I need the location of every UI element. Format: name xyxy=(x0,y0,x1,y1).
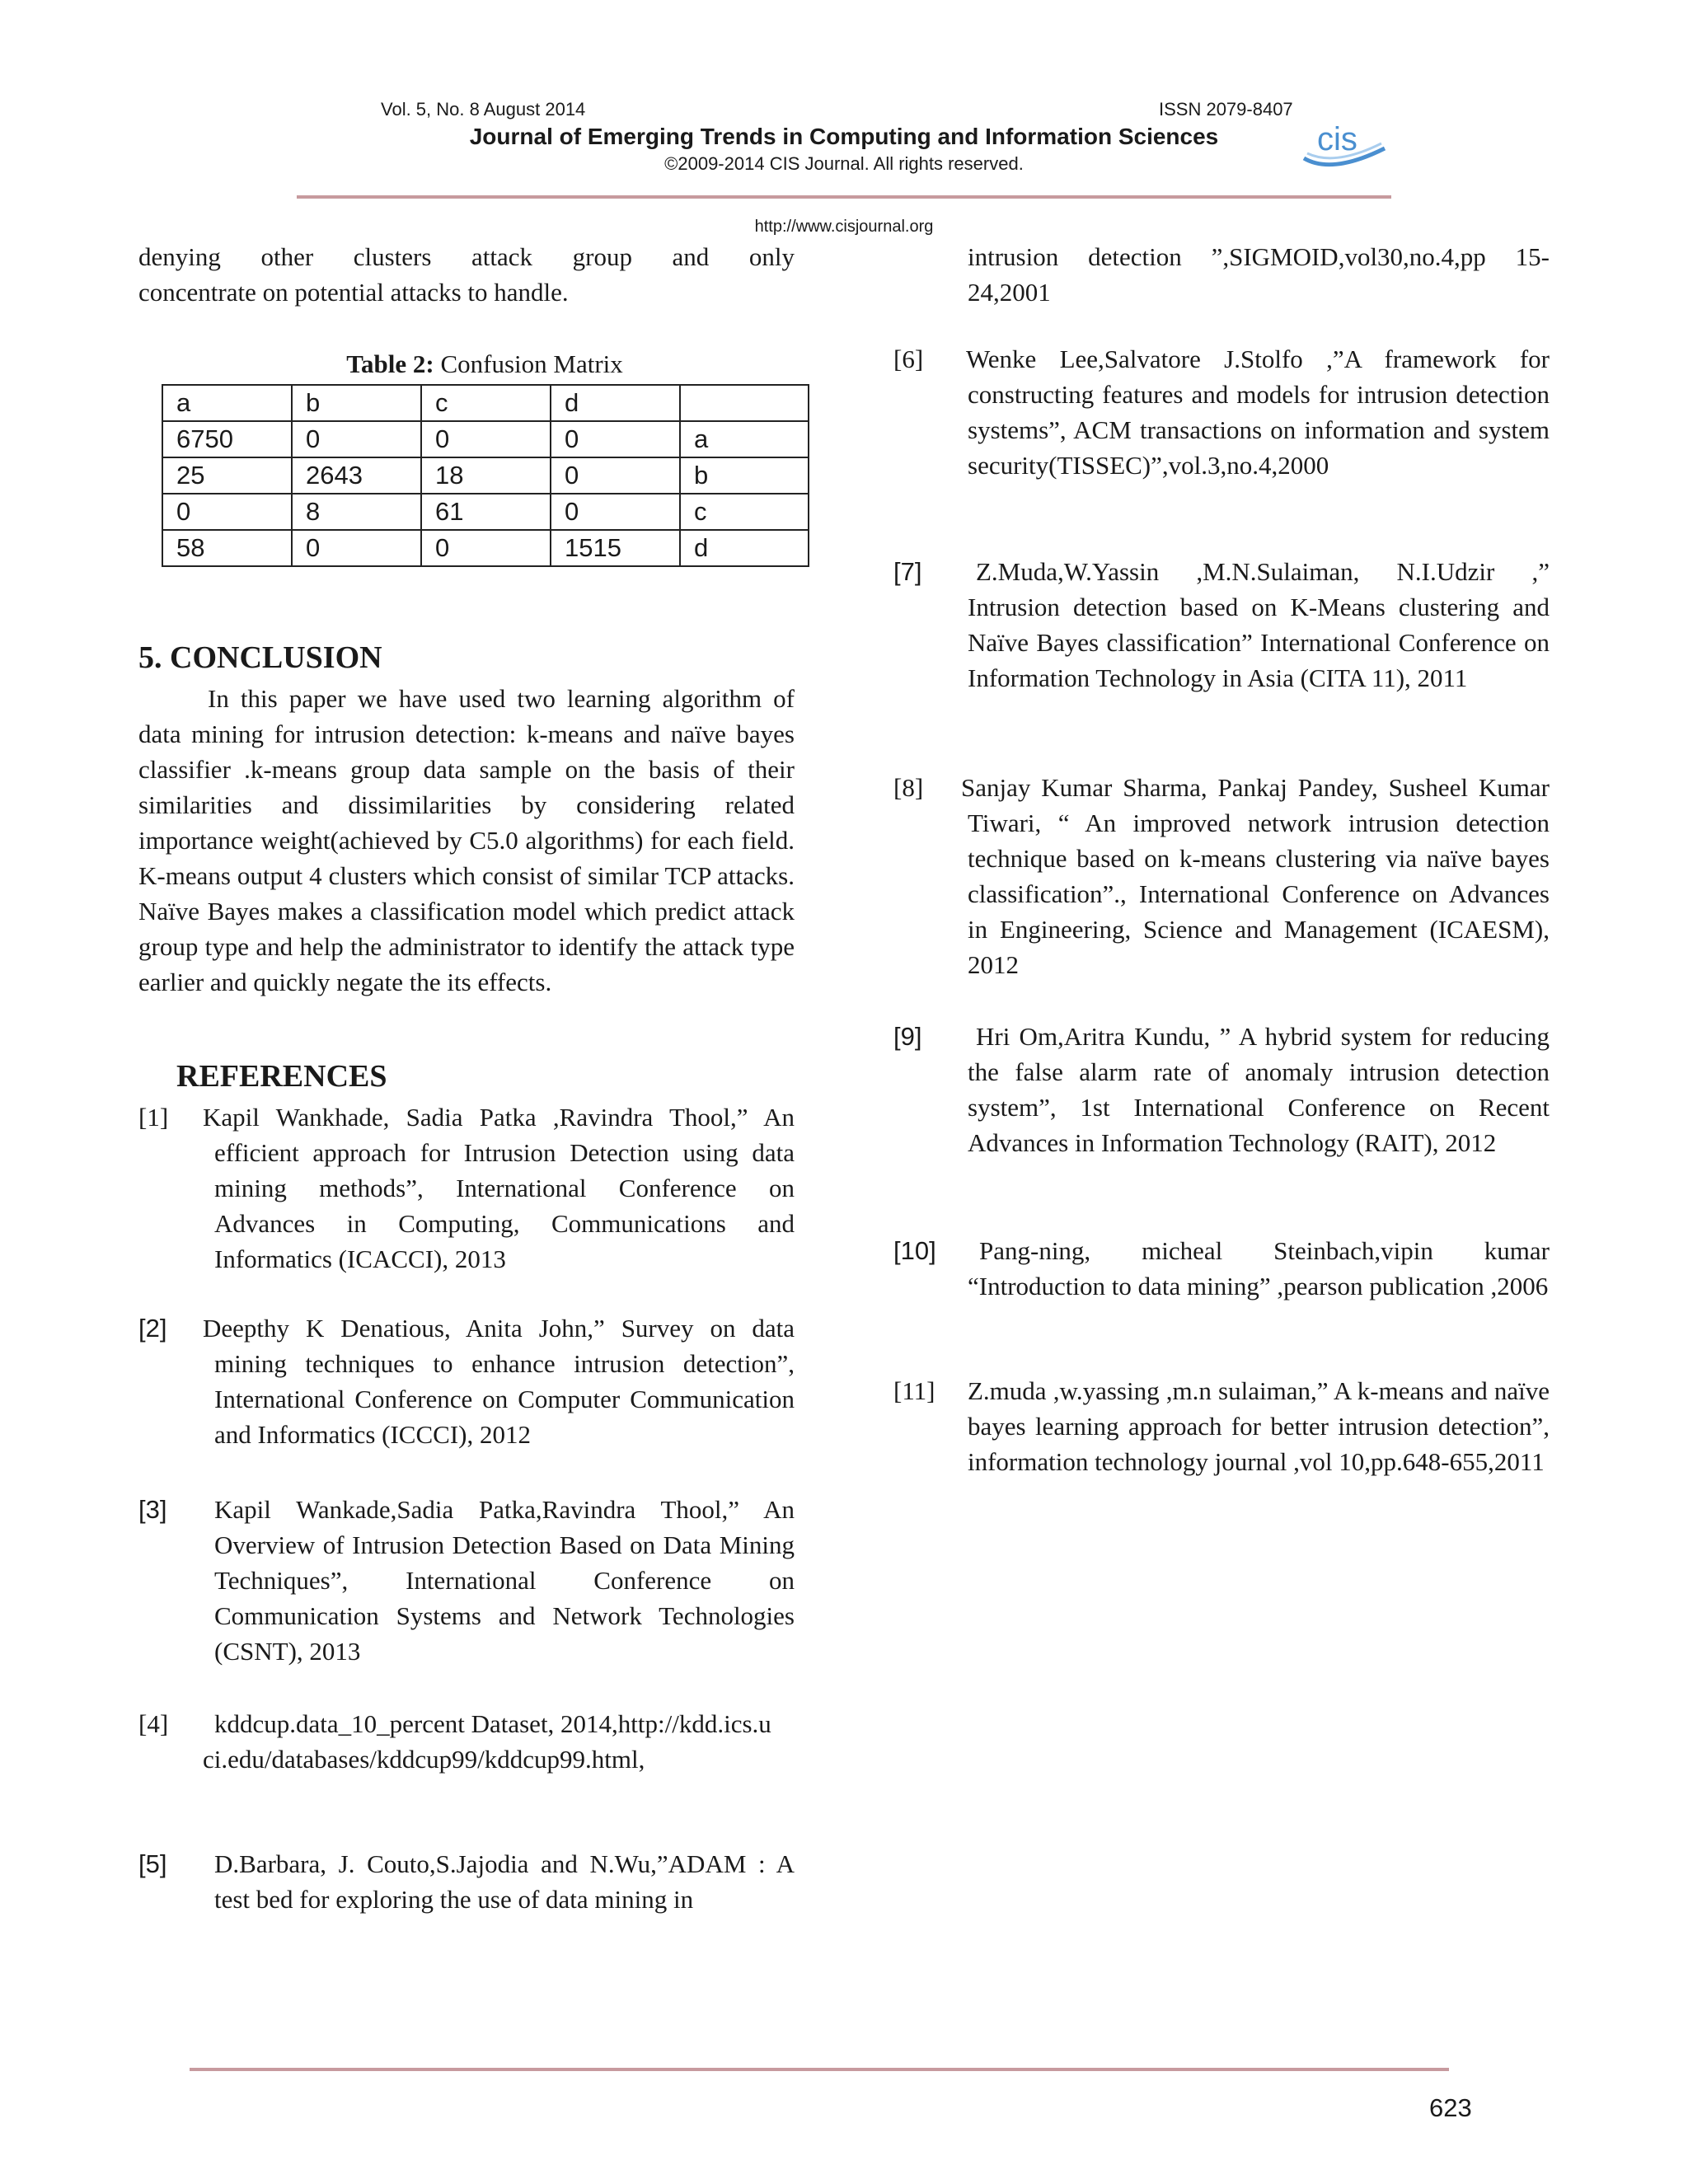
table-cell: a xyxy=(162,385,292,421)
references-heading: REFERENCES xyxy=(176,1059,387,1094)
confusion-matrix-table xyxy=(162,384,809,567)
journal-url[interactable]: http://www.cisjournal.org xyxy=(754,218,934,236)
reference-text: Z.muda ,w.yassing ,m.n sulaiman,” A k-means and naïve bayes learning approach for better intrusion detection”, information technology journal ,vol 10,pp.648-655,2011 xyxy=(968,1376,1550,1476)
reference-text: D.Barbara, J. Couto,S.Jajodia and N.Wu,”ADAM : A test bed for exploring the use of data mining in xyxy=(214,1849,795,1914)
table-cell: 0 xyxy=(292,530,421,566)
table-cell: d xyxy=(551,385,680,421)
table-cell: 0 xyxy=(421,421,551,457)
reference-number: [3] xyxy=(138,1495,167,1524)
table-caption-text: Confusion Matrix xyxy=(434,349,623,378)
table-cell: 6750 xyxy=(162,421,292,457)
reference-text: kddcup.data_10_percent Dataset, 2014,http://kdd.ics.uci.edu/databases/kddcup99/kddcup99.html, xyxy=(203,1709,771,1774)
table-cell: 61 xyxy=(421,494,551,530)
reference-text: intrusion detection ”,SIGMOID,vol30,no.4,pp 15-24,2001 xyxy=(968,242,1550,307)
reference-text: Sanjay Kumar Sharma, Pankaj Pandey, Susheel Kumar Tiwari, “ An improved network intrusion detection technique based on k-means clustering via naïve bayes classification”., International Conference on Advances in Engineering, Science and Management (ICAESM), 2012 xyxy=(961,773,1550,979)
journal-logo-icon xyxy=(1299,115,1390,173)
page-number: 623 xyxy=(1429,2093,1472,2122)
intro-line: concentrate on potential attacks to handle. xyxy=(138,278,569,307)
table-row xyxy=(162,494,809,530)
table-cell: d xyxy=(680,530,809,566)
reference-number: [2] xyxy=(138,1314,167,1343)
table-cell: 0 xyxy=(292,421,421,457)
conclusion-heading: 5. CONCLUSION xyxy=(138,640,382,675)
reference-text: Deepthy K Denatious, Anita John,” Survey on data mining techniques to enhance intrusion detection”, International Conference on Computer Communication and Informatics (ICCCI), 2012 xyxy=(203,1314,795,1449)
table-cell: 0 xyxy=(551,421,680,457)
reference-number: [11] xyxy=(893,1376,935,1405)
table-cell: b xyxy=(292,385,421,421)
table-cell: c xyxy=(421,385,551,421)
issn: ISSN 2079-8407 xyxy=(1159,99,1293,120)
conclusion-paragraph: In this paper we have used two learning algorithm of data mining for intrusion detection: k-means and naïve bayes classifier .k-means group data sample on the basis of their similarities and dissimilarities by considering related importance weight(achieved by C5.0 algorithms) for each field. K-means output 4 clusters which consist of similar TCP attacks. Naïve Bayes makes a classification model which predict attack group type and help the administrator to identify the attack type earlier and quickly negate the its effects. xyxy=(138,684,795,996)
reference-number: [5] xyxy=(138,1849,167,1878)
reference-text: Hri Om,Aritra Kundu, ” A hybrid system for reducing the false alarm rate of anomaly intrusion detection system”, 1st International Conference on Recent Advances in Information Technology (RAIT), 2012 xyxy=(968,1022,1550,1157)
table-cell: 8 xyxy=(292,494,421,530)
copyright: ©2009-2014 CIS Journal. All rights reserved. xyxy=(664,153,1024,174)
table-cell: 0 xyxy=(551,494,680,530)
reference-text: Z.Muda,W.Yassin ,M.N.Sulaiman, N.I.Udzir ,” Intrusion detection based on K-Means clustering and Naïve Bayes classification” International Conference on Information Technology in Asia (CITA 11), 2011 xyxy=(968,557,1550,692)
reference-text: Pang-ning, micheal Steinbach,vipin kumar “Introduction to data mining” ,pearson publication ,2006 xyxy=(968,1236,1550,1301)
reference-number: [8] xyxy=(893,773,924,802)
reference-number: [6] xyxy=(893,344,924,373)
reference-number: [7] xyxy=(893,557,922,586)
table-cell: 2643 xyxy=(292,457,421,494)
table-caption xyxy=(162,349,808,379)
table-row xyxy=(162,421,809,457)
table-row xyxy=(162,457,809,494)
intro-line: denying other clusters attack group and only xyxy=(138,242,795,271)
reference-text: Kapil Wankhade, Sadia Patka ,Ravindra Thool,” An efficient approach for Intrusion Detection using data mining methods”, International Conference on Advances in Computing, Communications and Informatics (ICACCI), 2013 xyxy=(203,1103,795,1273)
reference-number: [10] xyxy=(893,1236,936,1265)
table-row xyxy=(162,385,809,421)
reference-text: Kapil Wankade,Sadia Patka,Ravindra Thool,” An Overview of Intrusion Detection Based on Data Mining Techniques”, International Conference on Communication Systems and Network Technologies (CSNT), 2013 xyxy=(214,1495,795,1666)
table-cell xyxy=(680,385,809,421)
intro-paragraph xyxy=(138,239,795,310)
header-divider xyxy=(297,195,1391,199)
logo-text: cis xyxy=(1317,121,1357,157)
table-cell: 0 xyxy=(421,530,551,566)
table-cell: 58 xyxy=(162,530,292,566)
table-cell: b xyxy=(680,457,809,494)
table-cell: a xyxy=(680,421,809,457)
reference-number: [1] xyxy=(138,1103,169,1132)
table-cell: 0 xyxy=(551,457,680,494)
table-cell: c xyxy=(680,494,809,530)
reference-number: [4] xyxy=(138,1709,169,1738)
footer-divider xyxy=(190,2068,1449,2071)
table-caption-label: Table 2: xyxy=(346,349,434,378)
reference-number: [9] xyxy=(893,1022,922,1051)
table-cell: 1515 xyxy=(551,530,680,566)
table-cell: 0 xyxy=(162,494,292,530)
table-cell: 18 xyxy=(421,457,551,494)
table-row xyxy=(162,530,809,566)
journal-title: Journal of Emerging Trends in Computing and Information Sciences xyxy=(469,124,1219,149)
reference-text: Wenke Lee,Salvatore J.Stolfo ,”A framework for constructing features and models for intrusion detection systems”, ACM transactions on information and system security(TISSEC)”,vol.3,no.4,2000 xyxy=(966,344,1550,480)
volume-info: Vol. 5, No. 8 August 2014 xyxy=(381,99,586,120)
table-cell: 25 xyxy=(162,457,292,494)
